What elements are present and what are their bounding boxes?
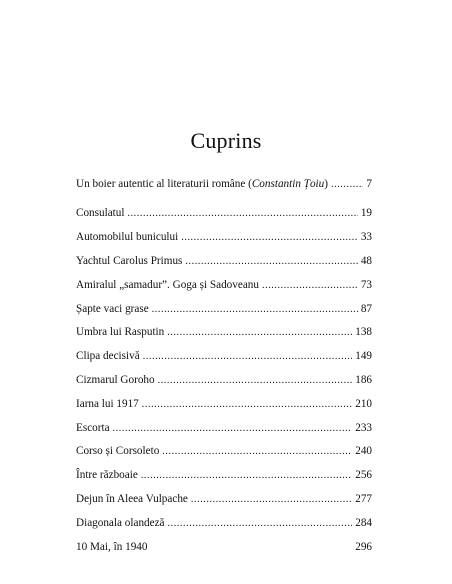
- toc-entry-page: 33: [360, 231, 372, 243]
- toc-entry-title: Iarna lui 1917: [76, 398, 139, 410]
- toc-entry-page: 284: [355, 517, 372, 529]
- toc-leader-dots: [127, 206, 357, 222]
- toc-entry: [76, 205, 372, 221]
- toc-entry: [76, 301, 372, 317]
- toc-entry-title: 10 Mai, în 1940: [76, 541, 148, 553]
- toc-entry: [76, 467, 372, 483]
- toc-entry-page: 277: [355, 493, 372, 505]
- toc-entry-page: 19: [360, 207, 372, 219]
- toc-entry-title: Automobilul bunicului: [76, 231, 179, 243]
- toc-entry-title-tail: ): [324, 178, 328, 190]
- toc-leader-dots: [162, 444, 352, 460]
- toc-entry: [76, 396, 372, 412]
- page-title: Cuprins: [190, 128, 262, 153]
- toc-leader-dots: [262, 278, 358, 294]
- toc-entry-page: 210: [355, 398, 372, 410]
- toc-entry-page: 7: [366, 178, 372, 190]
- toc-leader-dots: [185, 254, 357, 270]
- toc-entry: [76, 277, 372, 293]
- toc-entry-page: 186: [355, 374, 372, 386]
- toc-entry: [76, 176, 372, 192]
- toc-entry-title: [76, 176, 328, 192]
- toc-entry: [76, 348, 372, 364]
- toc-entry-title: Cizmarul Goroho: [76, 374, 155, 386]
- toc-entry-title: Diagonala olandeză: [76, 517, 165, 529]
- toc-entry-page: 73: [360, 279, 372, 291]
- toc-entry: [76, 253, 372, 269]
- toc-entry-page: 296: [355, 541, 372, 553]
- toc-leader-dots: [167, 325, 352, 341]
- toc-entry-title: Consulatul: [76, 207, 125, 219]
- toc-entry-page: 48: [360, 255, 372, 267]
- toc-leader-dots: [141, 468, 352, 484]
- toc-entry-title: Corso și Corsoleto: [76, 445, 160, 457]
- toc-leader-dots: [143, 349, 353, 365]
- toc-entry: [76, 372, 372, 388]
- toc-leader-dots: [158, 373, 353, 389]
- toc-entry: [76, 324, 372, 340]
- toc-entry-title: Umbra lui Rasputin: [76, 326, 165, 338]
- toc-leader-dots: [168, 516, 353, 532]
- toc-entry-page: 256: [355, 469, 372, 481]
- toc-entry: [76, 539, 372, 555]
- toc-leader-dots: [191, 492, 352, 508]
- toc-entry-title: Clipa decisivă: [76, 350, 140, 362]
- toc-entry-title-author: Constantin Țoiu: [251, 178, 325, 190]
- toc-entry-title: Șapte vaci grase: [76, 303, 149, 315]
- toc-leader-dots: [331, 177, 363, 193]
- toc-entry-page: 233: [355, 422, 372, 434]
- toc-leader-dots: [113, 421, 353, 437]
- toc-entry: [76, 420, 372, 436]
- toc-leader-dots: [142, 397, 352, 413]
- toc-entry: [76, 491, 372, 507]
- toc-entry-title: Între războaie: [76, 469, 138, 481]
- toc-entry: [76, 229, 372, 245]
- toc-entry-page: 149: [355, 350, 372, 362]
- toc-entry-page: 87: [360, 303, 372, 315]
- toc-entry-page: 240: [355, 445, 372, 457]
- toc-leader-dots: [152, 302, 358, 318]
- toc-entry-title: Amiralul „samadur”. Goga și Sadoveanu: [76, 279, 259, 291]
- toc-entry: [76, 443, 372, 459]
- toc-entry-page: 138: [355, 326, 372, 338]
- toc-entry-title-text: Un boier autentic al literaturii române (: [76, 178, 252, 190]
- toc-entry: [76, 515, 372, 531]
- toc-entry-title: Dejun în Aleea Vulpache: [76, 493, 188, 505]
- toc-entry-title: Yachtul Carolus Primus: [76, 255, 183, 267]
- toc-entry-title: Escorta: [76, 422, 110, 434]
- toc-leader-dots: [181, 230, 358, 246]
